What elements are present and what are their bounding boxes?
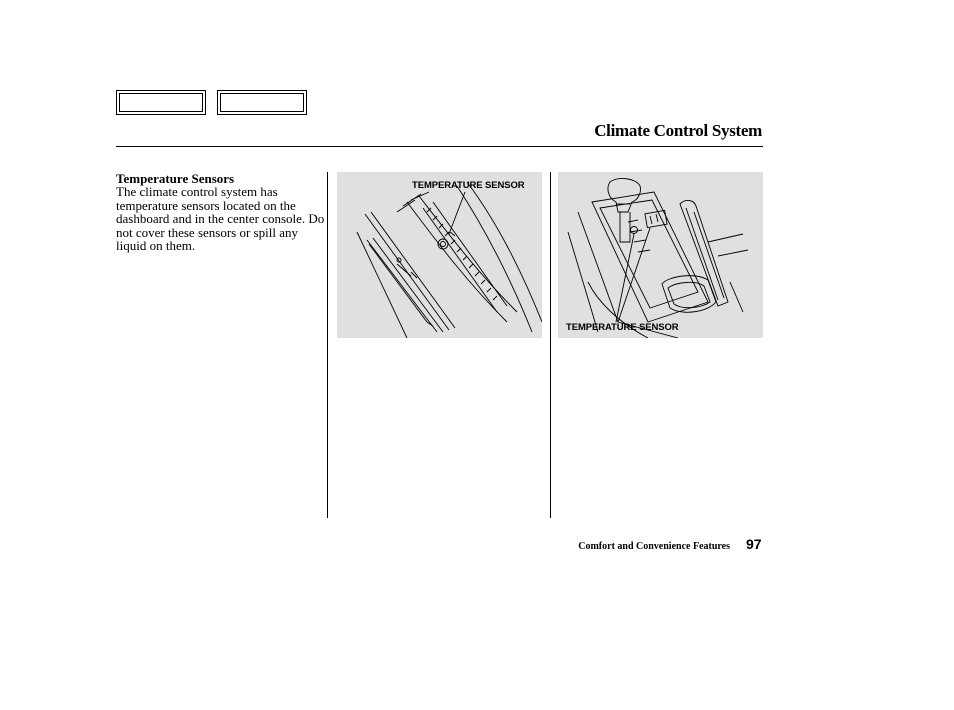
column-divider-right [550, 172, 551, 518]
console-drawing [558, 172, 763, 338]
section-body-text: The climate control system has temperature sensors located on the dashboard and in the center console. Do not cover these sensors or spill any liquid on them. [116, 184, 325, 254]
column-divider-left [327, 172, 328, 518]
section-heading: Temperature Sensors [116, 171, 235, 186]
console-sensor-illustration [558, 172, 763, 338]
page-title: Climate Control System [594, 121, 762, 140]
previous-page-button[interactable] [116, 90, 206, 115]
dashboard-sensor-label: TEMPERATURE SENSOR [412, 180, 525, 191]
dashboard-sensor-illustration [337, 172, 542, 338]
console-sensor-label: TEMPERATURE SENSOR [566, 322, 679, 333]
title-divider [116, 146, 763, 147]
next-page-button[interactable] [217, 90, 307, 115]
page-number: 97 [746, 536, 762, 552]
dashboard-drawing [337, 172, 542, 338]
footer-section-name: Comfort and Convenience Features [578, 541, 730, 552]
